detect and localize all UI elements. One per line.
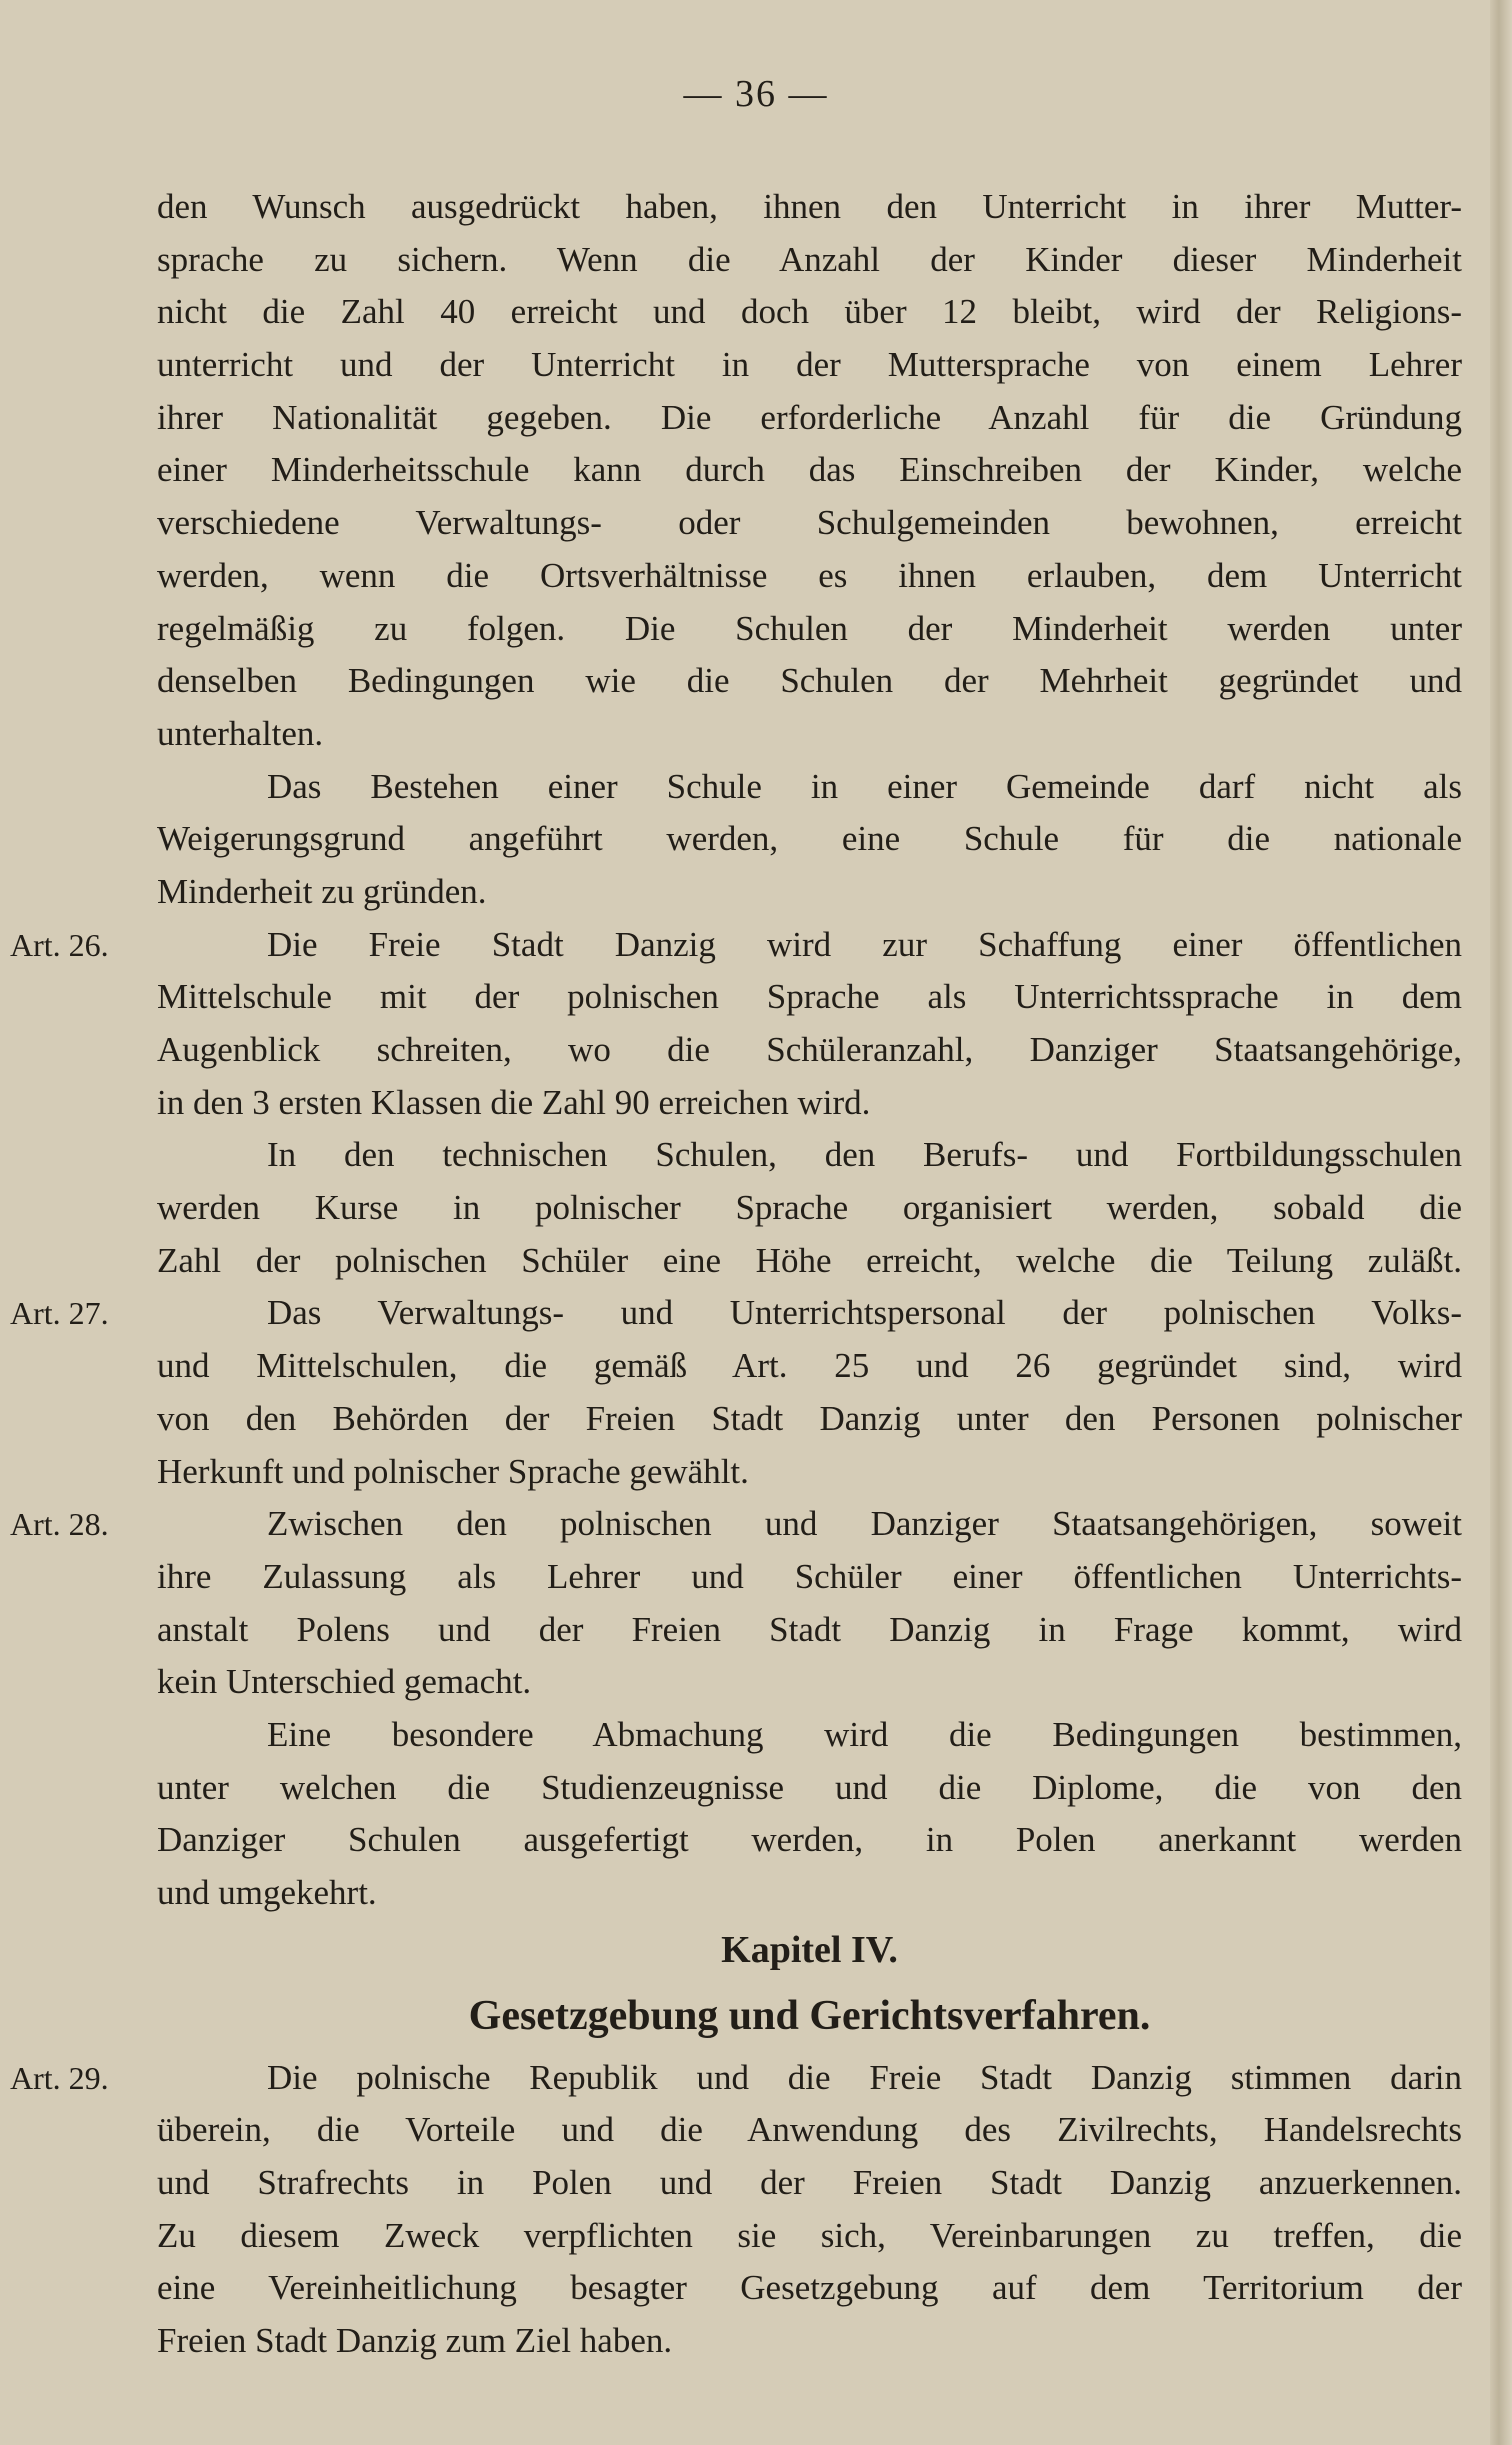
text-line [157,339,1462,392]
text-line [157,1024,1462,1077]
article-label: Art. 27. [10,1295,109,1332]
text-line [157,497,1462,550]
article-label: Art. 28. [10,1506,109,1543]
chapter-title [157,1980,1462,2052]
text-line [157,1129,1462,1182]
text-line [157,550,1462,603]
text-line [10,2052,1462,2105]
line-text: Die Freie Stadt Danzig wird zur Schaffung einer öffentlichen [267,924,1462,964]
body-text [10,181,1462,2368]
line-text: und umgekehrt. [157,1873,377,1912]
text-line [157,286,1462,339]
text-line [10,1287,1462,1340]
line-text: regelmäßig zu folgen. Die Schulen der Minderheit werden unter [157,608,1462,648]
text-line [157,234,1462,287]
text-line [10,1498,1462,1551]
line-text: Das Bestehen einer Schule in einer Gemeinde darf nicht als [267,766,1462,806]
text-line [157,444,1462,497]
line-text: Die polnische Republik und die Freie Stadt Danzig stimmen darin [267,2057,1462,2097]
text-line [157,708,1462,761]
text-line [157,1604,1462,1657]
text-line [157,1551,1462,1604]
line-text: den Wunsch ausgedrückt haben, ihnen den Unterricht in ihrer Mutter- [157,187,1462,226]
line-text: ihrer Nationalität gegeben. Die erforderliche Anzahl für die Gründung [157,397,1462,437]
text-line [157,2262,1462,2315]
text-line [157,1182,1462,1235]
line-text: Herkunft und polnischer Sprache gewählt. [157,1451,749,1491]
text-line [157,1393,1462,1446]
line-text: einer Minderheitsschule kann durch das Einschreiben der Kinder, welche [157,450,1462,490]
line-text: ihre Zulassung als Lehrer und Schüler einer öffentlichen Unterrichts- [157,1556,1462,1596]
line-text: Danziger Schulen ausgefertigt werden, in Polen anerkannt werden [157,1820,1462,1860]
text-line [157,1235,1462,1288]
text-line [157,1446,1462,1499]
text-line [157,2210,1462,2263]
text-line [157,2104,1462,2157]
text-line [157,1814,1462,1867]
page-number: — 36 — [683,73,829,115]
line-text: überein, die Vorteile und die Anwendung des Zivilrechts, Handelsrechts [157,2110,1462,2150]
line-text: Zwischen den polnischen und Danziger Staatsangehörigen, soweit [267,1504,1462,1544]
line-text: Minderheit zu gründen. [157,871,487,911]
article-label: Art. 26. [10,926,109,963]
text-line [157,971,1462,1024]
chapter-heading [157,1920,1462,1980]
line-text: Gesetzgebung und Gerichtsverfahren. [468,1992,1151,2039]
line-text: Kapitel IV. [721,1928,898,1971]
line-text: und Mittelschulen, die gemäß Art. 25 und 26 gegründet sind, wird [157,1346,1462,1386]
text-line [157,1709,1462,1762]
line-text: unterricht und der Unterricht in der Muttersprache von einem Lehrer [157,345,1462,385]
line-text: anstalt Polens und der Freien Stadt Danzig in Frage kommt, wird [157,1609,1462,1649]
line-text: Weigerungsgrund angeführt werden, eine Schule für die nationale [157,819,1462,859]
line-text: Zu diesem Zweck verpflichten sie sich, Vereinbarungen zu treffen, die [157,2215,1462,2255]
text-line [157,603,1462,656]
text-line [157,2157,1462,2210]
line-text: und Strafrechts in Polen und der Freien Stadt Danzig anzuerkennen. [157,2163,1462,2203]
line-text: werden Kurse in polnischer Sprache organisiert werden, sobald die [157,1188,1462,1228]
page-edge [1490,0,1512,2445]
line-text: von den Behörden der Freien Stadt Danzig unter den Personen polnischer [157,1398,1462,1438]
line-text: unter welchen die Studienzeugnisse und die Diplome, die von den [157,1767,1462,1807]
line-text: verschiedene Verwaltungs- oder Schulgemeinden bewohnen, erreicht [157,503,1462,543]
line-text: Eine besondere Abmachung wird die Bedingungen bestimmen, [267,1714,1462,1754]
line-text: denselben Bedingungen wie die Schulen der Mehrheit gegründet und [157,661,1462,701]
text-line [157,392,1462,445]
text-line [157,1077,1462,1130]
text-line [157,2315,1462,2368]
line-text: sprache zu sichern. Wenn die Anzahl der Kinder dieser Minderheit [157,239,1462,279]
line-text: In den technischen Schulen, den Berufs- und Fortbildungsschulen [267,1135,1462,1175]
line-text: werden, wenn die Ortsverhältnisse es ihnen erlauben, dem Unterricht [157,555,1462,595]
text-line [157,761,1462,814]
text-line [157,813,1462,866]
text-line [10,919,1462,972]
line-text: kein Unterschied gemacht. [157,1662,532,1702]
line-text: in den 3 ersten Klassen die Zahl 90 erreichen wird. [157,1082,871,1122]
line-text: unterhalten. [157,713,324,753]
line-text: nicht die Zahl 40 erreicht und doch über 12 bleibt, wird der Religions- [157,292,1462,332]
line-text: Augenblick schreiten, wo die Schüleranzahl, Danziger Staatsangehörige, [157,1030,1462,1069]
text-line [157,1867,1462,1920]
line-text: eine Vereinheitlichung besagter Gesetzgebung auf dem Territorium der [157,2268,1462,2308]
text-line [157,1656,1462,1709]
article-label: Art. 29. [10,2059,109,2096]
text-line [157,181,1462,234]
line-text: Freien Stadt Danzig zum Ziel haben. [157,2321,673,2361]
line-text: Zahl der polnischen Schüler eine Höhe erreicht, welche die Teilung zuläßt. [157,1240,1462,1280]
line-text: Mittelschule mit der polnischen Sprache als Unterrichtssprache in dem [157,977,1462,1017]
text-line [157,1762,1462,1815]
line-text: Das Verwaltungs- und Unterrichtspersonal der polnischen Volks- [267,1293,1462,1333]
text-line [157,1340,1462,1393]
text-line [157,655,1462,708]
text-line [157,866,1462,919]
